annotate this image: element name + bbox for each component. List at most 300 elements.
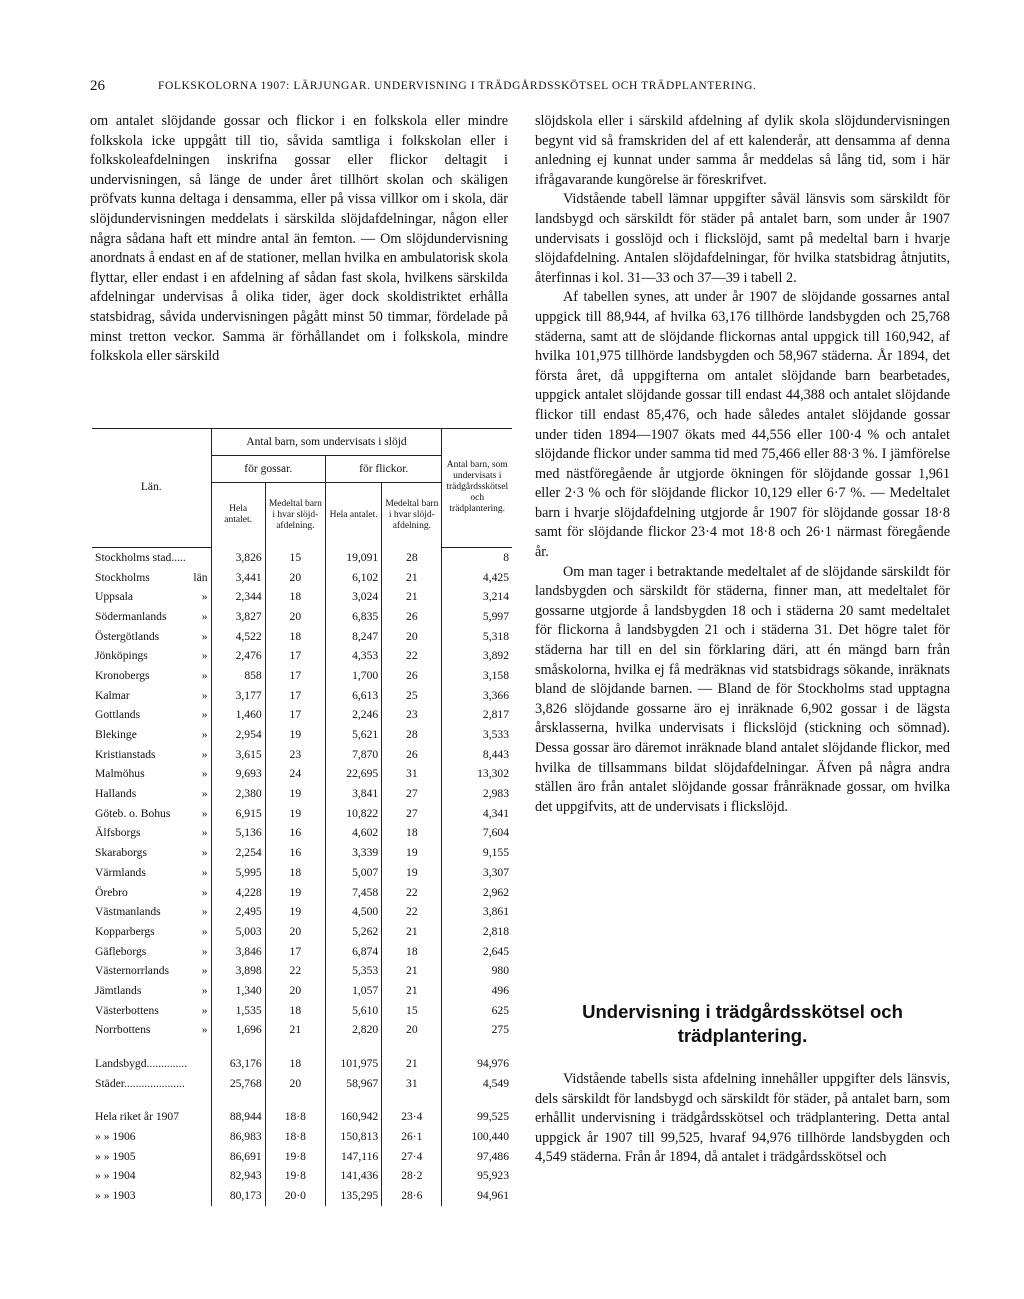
lan-mark: » — [201, 826, 208, 840]
lan-name: Uppsala — [95, 590, 133, 604]
flickor-hela: 19,091 — [346, 550, 379, 564]
lan-name: Värmlands — [95, 865, 146, 879]
lan-name: Södermanlands — [95, 609, 167, 623]
flickor-hela: 2,246 — [352, 708, 379, 722]
tradgard-antal: 2,983 — [442, 784, 512, 804]
table-row — [92, 1107, 512, 1127]
lan-cell — [92, 725, 211, 745]
flickor-hela: 7,458 — [352, 885, 379, 899]
lan-name: Västmanlands — [95, 905, 161, 919]
lan-name: Kalmar — [95, 688, 130, 702]
gossar-hela: 1,535 — [235, 1003, 262, 1017]
lan-name: Västerbottens — [95, 1003, 159, 1017]
header-medeltal-flickor: Medeltal barn i hvar slöjd-afdelning. — [382, 483, 442, 548]
flickor-medeltal: 28·6 — [382, 1186, 442, 1206]
gossar-medeltal: 19 — [265, 725, 325, 745]
table-row — [92, 744, 512, 764]
flickor-medeltal: 22 — [382, 646, 442, 666]
tradgard-antal: 2,962 — [442, 882, 512, 902]
lan-mark: » — [201, 1003, 208, 1017]
header-hela-gossar: Hela antalet. — [224, 504, 252, 525]
table-row — [92, 626, 512, 646]
tradgard-antal: 5,997 — [442, 607, 512, 627]
gap-cell — [92, 1093, 211, 1107]
flickor-medeltal: 22 — [382, 882, 442, 902]
flickor-medeltal: 22 — [382, 902, 442, 922]
gossar-hela: 86,983 — [229, 1130, 262, 1144]
gossar-medeltal: 17 — [265, 941, 325, 961]
tradgard-antal: 3,366 — [442, 685, 512, 705]
flickor-medeltal: 28 — [382, 725, 442, 745]
right-paragraph: Af tabellen synes, att under år 1907 de slöjdande gossarnes antal uppgick till 88,944, af hvilka 63,176 tillhörde landsbygden och 25,768 städerna, samt att de slöjdande flickornas antal uppgick till 160,942, af hvilka 101,975 tillhörde landsbygden och 58,967 städerna. År 1894, det första året, då uppgifterna om antalet slöjdande barn bearbetades, uppgick antalet slöjdande gossar till endast 44,388 och antalet slöjdande flickor till endast 85,476, och hade således antalet slöjdande gossar under tiden 1894—1907 ökats med 44,556 eller 100·4 % och antalet slöjdande flickor under samma tid med 75,466 eller 88·3 %. I jämförelse med nästföregående år utgjorde ökningen för slöjdande gossar 1,961 eller 2·3 % och för slöjdande flickor 10,129 eller 6·7 %. — Medeltalet barn i hvarje slöjdafdelning utgjorde år 1907 för slöjdande gossar 18·8 samt för slöjdande flickor 23·4 mot 18·8 och 26·1 närmast föregående år. — [535, 289, 950, 561]
table-row — [92, 882, 512, 902]
lan-mark: » — [201, 767, 208, 781]
lan-cell — [92, 646, 211, 666]
gossar-hela: 2,380 — [235, 787, 262, 801]
flickor-medeltal: 21 — [382, 567, 442, 587]
gossar-hela: 3,827 — [235, 609, 262, 623]
lan-name: Jämtlands — [95, 983, 142, 997]
gossar-medeltal: 16 — [265, 843, 325, 863]
flickor-hela: 147,116 — [340, 1149, 379, 1163]
gossar-hela: 1,696 — [235, 1023, 262, 1037]
gap-cell — [211, 1093, 265, 1107]
flickor-hela: 3,841 — [352, 787, 379, 801]
flickor-hela: 101,975 — [340, 1057, 379, 1071]
table-row — [92, 961, 512, 981]
lan-cell — [92, 823, 211, 843]
tradgard-antal: 275 — [442, 1020, 512, 1040]
gossar-medeltal: 18 — [265, 863, 325, 883]
flickor-medeltal: 19 — [382, 863, 442, 883]
lan-mark: län — [193, 570, 208, 584]
lan-cell — [92, 744, 211, 764]
gossar-hela: 3,898 — [235, 964, 262, 978]
tradgard-antal: 100,440 — [442, 1127, 512, 1147]
gossar-hela: 3,846 — [235, 944, 262, 958]
lan-mark: » — [201, 590, 208, 604]
gossar-hela: 25,768 — [229, 1076, 262, 1090]
lan-name: Kronobergs — [95, 668, 150, 682]
tradgard-antal: 5,318 — [442, 626, 512, 646]
tradgard-antal: 13,302 — [442, 764, 512, 784]
flickor-medeltal: 18 — [382, 823, 442, 843]
tradgard-antal: 496 — [442, 981, 512, 1001]
flickor-medeltal: 19 — [382, 843, 442, 863]
table-gap — [92, 1040, 512, 1054]
table-row — [92, 764, 512, 784]
tradgard-antal: 94,976 — [442, 1054, 512, 1074]
row-label: » » 1904 — [92, 1166, 211, 1186]
tradgard-antal: 99,525 — [442, 1107, 512, 1127]
flickor-medeltal: 27 — [382, 784, 442, 804]
flickor-hela: 3,339 — [352, 846, 379, 860]
lan-mark: » — [201, 747, 208, 761]
table-row — [92, 607, 512, 627]
tradgard-antal: 3,892 — [442, 646, 512, 666]
table-row — [92, 784, 512, 804]
lan-mark: » — [201, 728, 208, 742]
lan-cell — [92, 1020, 211, 1040]
flickor-hela: 4,500 — [352, 905, 379, 919]
lan-cell — [92, 547, 211, 567]
gap-cell — [442, 1040, 512, 1054]
lan-cell — [92, 882, 211, 902]
table-row — [92, 902, 512, 922]
flickor-medeltal: 20 — [382, 626, 442, 646]
header-medeltal-gossar: Medeltal barn i hvar slöjd-afdelning. — [265, 483, 325, 548]
tradgard-antal: 94,961 — [442, 1186, 512, 1206]
gap-cell — [265, 1040, 325, 1054]
gossar-medeltal: 18·8 — [265, 1127, 325, 1147]
lan-name: Östergötlands — [95, 629, 160, 643]
gossar-hela: 2,476 — [235, 649, 262, 663]
table-row — [92, 803, 512, 823]
flickor-medeltal: 27 — [382, 803, 442, 823]
gossar-medeltal: 19 — [265, 784, 325, 804]
tradgard-antal: 2,645 — [442, 941, 512, 961]
gossar-medeltal: 17 — [265, 705, 325, 725]
table-row — [92, 922, 512, 942]
tradgard-antal: 9,155 — [442, 843, 512, 863]
row-label: » » 1905 — [92, 1146, 211, 1166]
gossar-medeltal: 20 — [265, 567, 325, 587]
header-group: Antal barn, som undervisats i slöjd — [211, 429, 442, 456]
gossar-medeltal: 19·8 — [265, 1146, 325, 1166]
tradgard-antal: 625 — [442, 1000, 512, 1020]
flickor-medeltal: 25 — [382, 685, 442, 705]
flickor-hela: 5,007 — [352, 865, 379, 879]
lan-cell — [92, 961, 211, 981]
right-paragraph: slöjdskola eller i särskild afdelning af dylik skola slöjdundervisningen begynt vid så framskriden del af ett kalenderår, att densamma af denna anledning ej kunnat under samma år meddelas så lång tid, som i här ifrågavarande kungörelse är föreskrifvet. — [535, 113, 950, 188]
flickor-hela: 5,610 — [352, 1003, 379, 1017]
tradgard-antal: 3,158 — [442, 666, 512, 686]
lan-cell — [92, 626, 211, 646]
table-row — [92, 1054, 512, 1074]
flickor-hela: 5,262 — [352, 924, 379, 938]
flickor-hela: 4,602 — [352, 826, 379, 840]
gossar-hela: 5,003 — [235, 924, 262, 938]
gossar-hela: 4,522 — [235, 629, 262, 643]
gossar-hela: 1,460 — [235, 708, 262, 722]
table-row — [92, 1127, 512, 1147]
table-row — [92, 843, 512, 863]
tradgard-antal: 95,923 — [442, 1166, 512, 1186]
lan-name: Kristianstads — [95, 747, 156, 761]
flickor-hela: 8,247 — [352, 629, 379, 643]
lan-mark: » — [201, 964, 208, 978]
gossar-medeltal: 20 — [265, 981, 325, 1001]
lan-mark: » — [201, 885, 208, 899]
lan-cell — [92, 863, 211, 883]
lan-name: Göteb. o. Bohus — [95, 806, 171, 820]
row-label: » » 1906 — [92, 1127, 211, 1147]
gossar-hela: 3,441 — [235, 570, 262, 584]
flickor-hela: 5,353 — [352, 964, 379, 978]
lan-name: Skaraborgs — [95, 846, 147, 860]
gossar-hela: 2,344 — [235, 590, 262, 604]
lan-mark: » — [201, 865, 208, 879]
section-heading: Undervisning i trädgårdsskötsel och trädplantering. — [582, 1001, 903, 1046]
gossar-hela: 88,944 — [229, 1110, 262, 1124]
gossar-medeltal: 17 — [265, 666, 325, 686]
table-row — [92, 725, 512, 745]
table-row — [92, 1166, 512, 1186]
page-number: 26 — [90, 78, 105, 94]
header-tradgard: Antal barn, som undervisats i trädgårdsskötsel och trädplantering. — [442, 429, 512, 548]
flickor-medeltal: 26 — [382, 607, 442, 627]
running-title: FOLKSKOLORNA 1907: LÄRJUNGAR. UNDERVISNING I TRÄDGÅRDSSKÖTSEL OCH TRÄDPLANTERING. — [158, 80, 757, 92]
lan-cell — [92, 1000, 211, 1020]
lan-mark: » — [201, 846, 208, 860]
lan-cell — [92, 981, 211, 1001]
flickor-hela: 141,436 — [340, 1169, 379, 1183]
gossar-medeltal: 17 — [265, 685, 325, 705]
gossar-hela: 5,995 — [235, 865, 262, 879]
lan-cell — [92, 784, 211, 804]
gossar-medeltal: 18 — [265, 626, 325, 646]
row-label: Landsbygd.............. — [92, 1054, 211, 1074]
gossar-hela: 9,693 — [235, 767, 262, 781]
flickor-medeltal: 23 — [382, 705, 442, 725]
flickor-hela: 5,621 — [352, 728, 379, 742]
gap-cell — [92, 1040, 211, 1054]
tradgard-antal: 4,549 — [442, 1073, 512, 1093]
table-row — [92, 567, 512, 587]
lan-name: Gottlands — [95, 708, 141, 722]
flickor-medeltal: 18 — [382, 941, 442, 961]
flickor-medeltal: 23·4 — [382, 1107, 442, 1127]
lan-name: Stockholms stad..... — [95, 550, 186, 564]
lan-name: Hallands — [95, 787, 137, 801]
gossar-medeltal: 20 — [265, 607, 325, 627]
lan-cell — [92, 902, 211, 922]
table-row — [92, 981, 512, 1001]
header-flickor: för flickor. — [325, 456, 441, 483]
lan-mark: » — [201, 708, 208, 722]
gap-cell — [382, 1093, 442, 1107]
lan-name: Norrbottens — [95, 1023, 151, 1037]
gossar-hela: 63,176 — [229, 1057, 262, 1071]
gossar-hela: 858 — [244, 668, 262, 682]
gossar-medeltal: 19 — [265, 803, 325, 823]
flickor-medeltal: 21 — [382, 587, 442, 607]
header-gossar: för gossar. — [211, 456, 325, 483]
table-row — [92, 1186, 512, 1206]
lan-cell — [92, 685, 211, 705]
lan-name: Västernorrlands — [95, 964, 170, 978]
flickor-hela: 4,353 — [352, 649, 379, 663]
flickor-hela: 135,295 — [340, 1189, 379, 1203]
flickor-medeltal: 26 — [382, 744, 442, 764]
lan-name: Blekinge — [95, 728, 137, 742]
flickor-medeltal: 21 — [382, 981, 442, 1001]
flickor-medeltal: 21 — [382, 1054, 442, 1074]
gap-cell — [382, 1040, 442, 1054]
gossar-medeltal: 17 — [265, 646, 325, 666]
row-label: » » 1903 — [92, 1186, 211, 1206]
gossar-medeltal: 20 — [265, 1073, 325, 1093]
tradgard-antal: 4,425 — [442, 567, 512, 587]
right-paragraph: Om man tager i betraktande medeltalet af de slöjdande särskildt för landsbygden och särskildt för städerna, finner man, att medeltalet för gossarne utgjorde å landsbygden 18 och i städerna 20 samt medeltalet för flickorna å landsbygden 21 och i städerna 31. Det högre talet för städerna har till en del sin förklaring däri, att én mängd barn från småskolorna, hvilka ej få medräknas vid statsbidrags sökande, inräknats bland de slöjdande barnen. — Bland de för Stockholms stad upptagna 3,826 slöjdande gossarne äro ej inräknade 6,902 gossar i de lägsta årsklasserna, hvilka undervisats i flickslöjd (stickning och sömnad). Dessa gossar äro däremot inräknade bland antalet slöjdande flickor, med hvilka de tillsammans bildat slöjdafdelningar. Äfven på några andra ställen äro från antalet slöjdande gossar frånräknade gossar, om hvilka det uppgifvits, att de undervisats i flickslöjd. — [535, 563, 950, 815]
flickor-medeltal: 15 — [382, 1000, 442, 1020]
gap-cell — [265, 1093, 325, 1107]
gossar-hela: 3,177 — [235, 688, 262, 702]
gossar-medeltal: 18 — [265, 1054, 325, 1074]
flickor-hela: 6,613 — [352, 688, 379, 702]
lan-cell — [92, 607, 211, 627]
table-row — [92, 863, 512, 883]
flickor-medeltal: 26 — [382, 666, 442, 686]
lan-cell — [92, 567, 211, 587]
row-label: Hela riket år 1907 — [92, 1107, 211, 1127]
gossar-medeltal: 16 — [265, 823, 325, 843]
lan-cell — [92, 705, 211, 725]
flickor-hela: 6,874 — [352, 944, 379, 958]
lan-mark: » — [201, 649, 208, 663]
section-text-column — [535, 1070, 950, 1168]
flickor-medeltal: 31 — [382, 764, 442, 784]
table-row — [92, 646, 512, 666]
tradgard-antal: 3,214 — [442, 587, 512, 607]
tradgard-antal: 8 — [442, 547, 512, 567]
gossar-hela: 3,615 — [235, 747, 262, 761]
lan-mark: » — [201, 668, 208, 682]
lan-mark: » — [201, 905, 208, 919]
flickor-hela: 160,942 — [340, 1110, 379, 1124]
gossar-medeltal: 20 — [265, 922, 325, 942]
gossar-medeltal: 19 — [265, 902, 325, 922]
tradgard-antal: 8,443 — [442, 744, 512, 764]
tradgard-antal: 3,533 — [442, 725, 512, 745]
table-body — [92, 547, 512, 1206]
lan-cell — [92, 922, 211, 942]
flickor-medeltal: 20 — [382, 1020, 442, 1040]
lan-mark: » — [201, 1023, 208, 1037]
gossar-hela: 6,915 — [235, 806, 262, 820]
flickor-hela: 58,967 — [346, 1076, 379, 1090]
gossar-medeltal: 24 — [265, 764, 325, 784]
flickor-hela: 1,700 — [352, 668, 379, 682]
gossar-hela: 2,495 — [235, 905, 262, 919]
gossar-hela: 1,340 — [235, 983, 262, 997]
table-row — [92, 705, 512, 725]
flickor-medeltal: 28 — [382, 547, 442, 567]
lan-cell — [92, 587, 211, 607]
flickor-hela: 6,835 — [352, 609, 379, 623]
tradgard-antal: 2,817 — [442, 705, 512, 725]
tradgard-antal: 97,486 — [442, 1146, 512, 1166]
lan-mark: » — [201, 609, 208, 623]
lan-mark: » — [201, 688, 208, 702]
gossar-medeltal: 18 — [265, 587, 325, 607]
gossar-hela: 5,136 — [235, 826, 262, 840]
lan-mark: » — [201, 924, 208, 938]
lan-name: Älfsborgs — [95, 826, 141, 840]
gossar-hela: 80,173 — [229, 1189, 262, 1203]
lan-name: Stockholms — [95, 570, 150, 584]
right-column — [535, 112, 950, 817]
section-paragraph: Vidstående tabells sista afdelning innehåller uppgifter dels länsvis, dels särskildt för landsbygd och särskildt för städer, på antalet barn, som erhållit undervisning i trädgårdsskötsel och trädplantering. Detta antal uppgick år 1907 till 99,525, hvaraf 94,976 tillhörde landsbygden och 4,549 städerna. Från år 1894, då antalet i trädgårdsskötsel och — [535, 1071, 950, 1166]
right-paragraph: Vidstående tabell lämnar uppgifter såväl länsvis som särskildt för landsbygd och särskildt för städer på antalet barn, som under år 1907 undervisats i gosslöjd och i flickslöjd, samt på medeltal barn i hvarje slöjdafdelning. Antalen slöjdafdelningar, för hvilka statsbidrag åtnjutits, återfinnas i kol. 31—33 och 37—39 i tabell 2. — [535, 191, 950, 286]
flickor-hela: 7,870 — [352, 747, 379, 761]
gossar-medeltal: 23 — [265, 744, 325, 764]
lan-mark: » — [201, 787, 208, 801]
lan-cell — [92, 941, 211, 961]
gossar-hela: 2,254 — [235, 846, 262, 860]
lan-mark: » — [201, 983, 208, 997]
table-gap — [92, 1093, 512, 1107]
flickor-hela: 6,102 — [352, 570, 379, 584]
gap-cell — [442, 1093, 512, 1107]
gap-cell — [325, 1093, 381, 1107]
lan-mark: » — [201, 806, 208, 820]
left-column — [90, 112, 508, 367]
flickor-medeltal: 27·4 — [382, 1146, 442, 1166]
flickor-hela: 10,822 — [346, 806, 379, 820]
table-row — [92, 666, 512, 686]
tradgard-antal: 7,604 — [442, 823, 512, 843]
gossar-medeltal: 19·8 — [265, 1166, 325, 1186]
flickor-medeltal: 31 — [382, 1073, 442, 1093]
table-row — [92, 587, 512, 607]
lan-name: Örebro — [95, 885, 128, 899]
table-row — [92, 1000, 512, 1020]
lan-mark: » — [201, 629, 208, 643]
flickor-medeltal: 26·1 — [382, 1127, 442, 1147]
flickor-hela: 3,024 — [352, 590, 379, 604]
flickor-medeltal: 21 — [382, 961, 442, 981]
tradgard-antal: 2,818 — [442, 922, 512, 942]
gossar-medeltal: 18 — [265, 1000, 325, 1020]
tradgard-antal: 3,861 — [442, 902, 512, 922]
gossar-hela: 2,954 — [235, 728, 262, 742]
gap-cell — [325, 1040, 381, 1054]
lan-cell — [92, 843, 211, 863]
flickor-hela: 1,057 — [352, 983, 379, 997]
flickor-medeltal: 21 — [382, 922, 442, 942]
gossar-medeltal: 22 — [265, 961, 325, 981]
flickor-medeltal: 28·2 — [382, 1166, 442, 1186]
gossar-medeltal: 21 — [265, 1020, 325, 1040]
lan-mark: » — [201, 944, 208, 958]
gossar-hela: 86,691 — [229, 1149, 262, 1163]
gap-cell — [211, 1040, 265, 1054]
lan-cell — [92, 666, 211, 686]
gossar-medeltal: 20·0 — [265, 1186, 325, 1206]
flickor-hela: 2,820 — [352, 1023, 379, 1037]
flickor-hela: 150,813 — [340, 1130, 379, 1144]
row-label: Städer..................... — [92, 1073, 211, 1093]
table-row — [92, 685, 512, 705]
tradgard-antal: 4,341 — [442, 803, 512, 823]
lan-name: Jönköpings — [95, 649, 148, 663]
lan-cell — [92, 764, 211, 784]
table-row — [92, 1020, 512, 1040]
lan-name: Kopparbergs — [95, 924, 155, 938]
tradgard-antal: 3,307 — [442, 863, 512, 883]
flickor-hela: 22,695 — [346, 767, 379, 781]
lan-name: Malmöhus — [95, 767, 145, 781]
table-row — [92, 547, 512, 567]
tradgard-antal: 980 — [442, 961, 512, 981]
header-hela-flickor: Hela antalet. — [329, 509, 378, 520]
header-lan: Län. — [92, 429, 211, 548]
left-paragraph: om antalet slöjdande gossar och flickor i en folkskola eller mindre folkskola icke uppgått till tio, såvida samtliga i folkskolan eller i folkskoleafdelningen inskrifna gossar eller flickor deltagit i undervisningen, så länge de under året tillhört skolan och skäligen pröfvats kunna deltaga i densamma, eller på vissa villkor om i skola, där slöjdundervisningen meddelats i särskilda slöjdafdelningar, någon eller några sådana haft ett mindre antal än femton. — Om slöjdundervisning anordnats å endast en af de stationer, mellan hvilka en ambulatorisk skola flyttar, eller endast i en afdelning af sådan fast skola, hvilkens särskilda afdelningar undervisas å olika tider, äger dock skoldistriktet erhålla statsbidrag, såvida undervisningen pågått minst 50 timmar, fördelade på minst tretton veckor. Samma är förhållandet om i folkskola, mindre folkskola eller särskild — [90, 113, 508, 365]
gossar-medeltal: 18·8 — [265, 1107, 325, 1127]
table-row — [92, 941, 512, 961]
slojd-table — [92, 428, 512, 1206]
